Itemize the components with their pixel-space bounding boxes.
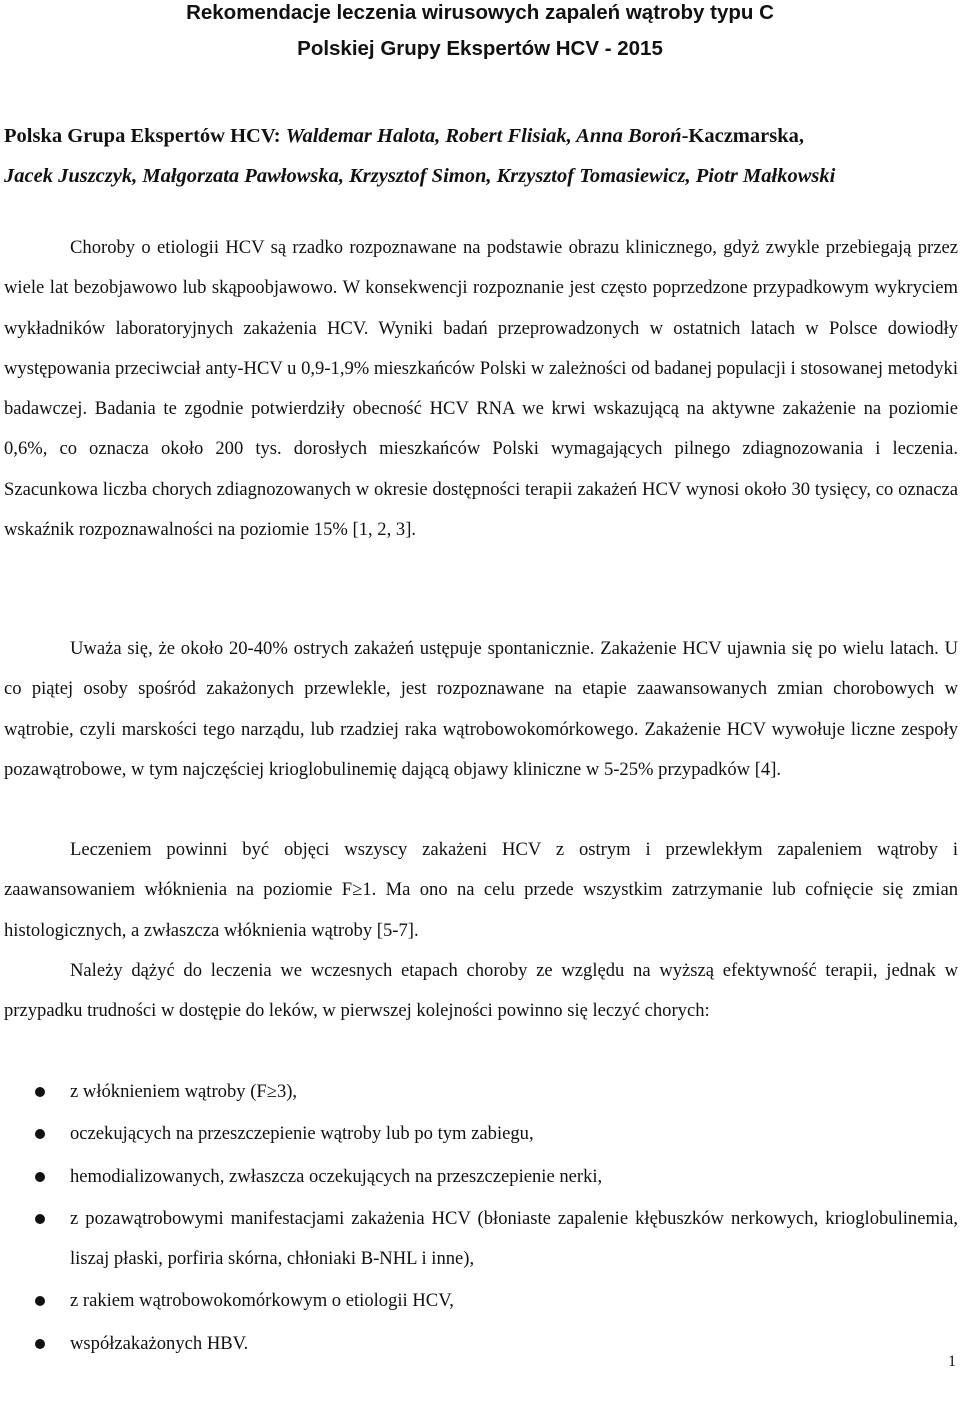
- list-item-text: oczekujących na przeszczepienie wątroby lub po tym zabiegu,: [70, 1123, 534, 1145]
- list-item: [4, 1324, 958, 1364]
- list-item-text: z rakiem wątrobowokomórkowym o etiologii HCV,: [70, 1290, 454, 1312]
- bullet-icon: [35, 1172, 45, 1182]
- list-item: [4, 1072, 958, 1112]
- list-item-text: z pozawątrobowymi manifestacjami zakażenia HCV (błoniaste zapalenie kłębuszków nerkowych, krioglobulinemia, liszaj płaski, porfiria skórna, chłoniaki B-NHL i inne),: [70, 1207, 958, 1270]
- list-item: [4, 1114, 958, 1154]
- list-item-text: hemodializowanych, zwłaszcza oczekujących na przeszczepienie nerki,: [70, 1165, 603, 1187]
- authors-names: Waldemar Halota, Robert Flisiak, Anna Boroń: [285, 125, 682, 147]
- paragraph-priority: Należy dążyć do leczenia we wczesnych etapach choroby ze względu na wyższą efektywność terapii, jednak w przypadku trudności w dostępie do leków, w pierwszej kolejności powinno się leczyć chorych:: [4, 960, 958, 1022]
- paragraph-treatment-indications: Leczeniem powinni być objęci wszyscy zakażeni HCV z ostrym i przewlekłym zapaleniem wątroby i zaawansowaniem włóknienia na poziomie F≥1. Ma ono na celu przede wszystkim zatrzymanie lub cofnięcie się zmian histologicznych, a zwłaszcza włóknienia wątroby [5-7].: [4, 839, 958, 941]
- list-item: [4, 1281, 958, 1321]
- authors-names-tail: -Kaczmarska,: [681, 125, 804, 147]
- list-item-text: współzakażonych HBV.: [70, 1332, 249, 1354]
- authors-line-1: [4, 116, 958, 156]
- bullet-icon: [35, 1129, 45, 1139]
- document-title-line-1: Rekomendacje leczenia wirusowych zapaleń wątroby typu C: [186, 1, 774, 24]
- authors-line-2: Jacek Juszczyk, Małgorzata Pawłowska, Krzysztof Simon, Krzysztof Tomasiewicz, Piotr Małkowski: [4, 165, 836, 187]
- authors-block: [4, 116, 958, 196]
- list-item: [4, 1199, 958, 1280]
- priority-list: [4, 1072, 958, 1366]
- paragraph-epidemiology: Choroby o etiologii HCV są rzadko rozpoznawane na podstawie obrazu klinicznego, gdyż zwykle przebiegają przez wiele lat bezobjawowo lub skąpoobjawowo. W konsekwencji rozpoznanie jest często poprzedzone przypadkowym wykryciem wykładników laboratoryjnych zakażenia HCV. Wyniki badań przeprowadzonych w ostatnich latach w Polsce dowiodły występowania przeciwciał anty-HCV u 0,9-1,9% mieszkańców Polski w zależności od badanej populacji i stosowanej metodyki badawczej. Badania te zgodnie potwierdziły obecność HCV RNA we krwi wskazującą na aktywne zakażenie na poziomie 0,6%, co oznacza około 200 tys. dorosłych mieszkańców Polski wymagających pilnego zdiagnozowania i leczenia. Szacunkowa liczba chorych zdiagnozowanych w okresie dostępności terapii zakażeń HCV wynosi około 30 tysięcy, co oznacza wskaźnik rozpoznawalności na poziomie 15% [1, 2, 3].: [4, 237, 958, 541]
- list-item-text: z włóknieniem wątroby (F≥3),: [70, 1081, 298, 1102]
- paragraph-natural-history: Uważa się, że około 20-40% ostrych zakażeń ustępuje spontanicznie. Zakażenie HCV ujawnia się po wielu latach. U co piątej osoby spośród zakażonych przewlekle, jest rozpoznawane na etapie zaawansowanych zmian chorobowych w wątrobie, czyli marskości tego narządu, lub rzadziej raka wątrobowokomórkowego. Zakażenie HCV wywołuje liczne zespoły pozawątrobowe, w tym najczęściej krioglobulinemię dającą objawy kliniczne w 5-25% przypadków [4].: [4, 638, 958, 780]
- list-item: [4, 1157, 958, 1197]
- document-title-line-2: Polskiej Grupy Ekspertów HCV - 2015: [297, 37, 663, 60]
- page-number: 1: [948, 1353, 956, 1370]
- bullet-icon: [35, 1214, 45, 1224]
- authors-label: Polska Grupa Ekspertów HCV:: [4, 125, 286, 147]
- bullet-icon: [35, 1296, 45, 1306]
- bullet-icon: [35, 1339, 45, 1349]
- bullet-icon: [35, 1087, 45, 1097]
